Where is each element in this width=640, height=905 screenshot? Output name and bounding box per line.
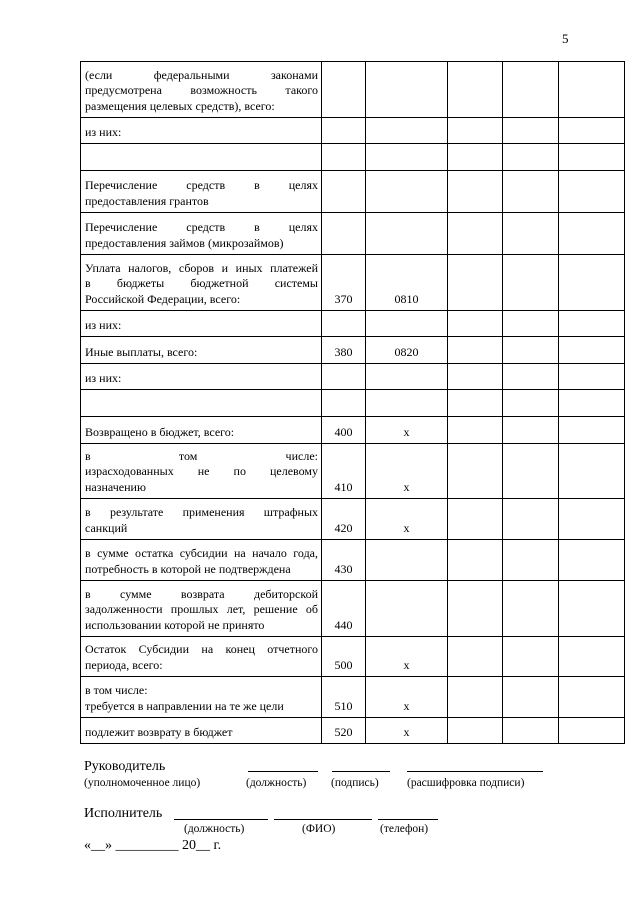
value-cell[interactable] [503, 718, 559, 744]
value-cell[interactable] [448, 444, 503, 499]
value-cell[interactable] [503, 311, 559, 337]
row-description [81, 255, 322, 311]
table-row [81, 118, 625, 144]
row-description [81, 581, 322, 637]
row-kbk [366, 62, 448, 118]
row-kbk [366, 213, 448, 255]
row-kbk: x [366, 637, 448, 677]
row-description [81, 364, 322, 390]
row-description [81, 499, 322, 540]
value-cell[interactable] [559, 677, 625, 718]
row-description [81, 677, 322, 718]
description-line: предусмотрена возможность такого [85, 83, 318, 97]
value-cell[interactable] [559, 540, 625, 581]
row-code [322, 364, 366, 390]
value-cell[interactable] [448, 118, 503, 144]
value-cell[interactable] [503, 337, 559, 364]
description-line: санкций [85, 520, 128, 535]
row-description [81, 718, 322, 744]
row-description [81, 62, 322, 118]
row-kbk [366, 540, 448, 581]
row-kbk [366, 118, 448, 144]
value-cell[interactable] [503, 213, 559, 255]
executor-label: Исполнитель [84, 806, 163, 821]
description-line: из них: [85, 124, 122, 139]
row-description [81, 390, 322, 417]
value-cell[interactable] [559, 581, 625, 637]
row-code: 420 [322, 499, 366, 540]
value-cell[interactable] [448, 390, 503, 417]
description-line: в том числе: [85, 683, 148, 697]
description-line: назначению [85, 479, 146, 494]
description-line: из них: [85, 317, 122, 332]
value-cell[interactable] [448, 718, 503, 744]
value-cell[interactable] [448, 581, 503, 637]
description-line: Остаток Субсидии на конец отчетного [85, 642, 318, 656]
table-row [81, 581, 625, 637]
value-cell[interactable] [448, 311, 503, 337]
value-cell[interactable] [559, 417, 625, 444]
exec-name-label: (ФИО) [302, 823, 336, 835]
row-kbk: x [366, 677, 448, 718]
row-code: 370 [322, 255, 366, 311]
description-line: подлежит возврату в бюджет [85, 724, 233, 739]
signature-label: (подпись) [331, 777, 379, 789]
description-line: Перечисление средств в целях [85, 178, 318, 192]
value-cell[interactable] [448, 499, 503, 540]
description-line: Иные выплаты, всего: [85, 344, 198, 359]
value-cell[interactable] [448, 417, 503, 444]
value-cell[interactable] [559, 390, 625, 417]
signature-line[interactable] [332, 771, 390, 772]
table-row [81, 390, 625, 417]
row-kbk [366, 311, 448, 337]
table-row [81, 499, 625, 540]
description-line [85, 398, 318, 414]
value-cell[interactable] [503, 118, 559, 144]
value-cell[interactable] [448, 637, 503, 677]
description-line: задолженности прошлых лет, решение об [85, 602, 318, 616]
table-row [81, 637, 625, 677]
page-number: 5 [562, 31, 569, 46]
row-description [81, 213, 322, 255]
value-cell[interactable] [503, 255, 559, 311]
value-cell[interactable] [559, 718, 625, 744]
row-description [81, 417, 322, 444]
row-kbk: x [366, 417, 448, 444]
description-line: из них: [85, 370, 122, 385]
row-description [81, 540, 322, 581]
description-line: размещения целевых средств), всего: [85, 98, 275, 113]
value-cell[interactable] [559, 62, 625, 118]
report-table [80, 61, 625, 744]
description-line: Перечисление средств в целях [85, 220, 318, 234]
description-line: в бюджеты бюджетной системы [85, 276, 318, 290]
row-code [322, 213, 366, 255]
row-description [81, 311, 322, 337]
table-row [81, 171, 625, 213]
head-label: Руководитель [84, 759, 166, 774]
table-row [81, 255, 625, 311]
description-line: требуется в направлении на те же цели [85, 698, 284, 713]
table-row [81, 417, 625, 444]
row-description [81, 444, 322, 499]
decoding-label: (расшифровка подписи) [407, 777, 525, 789]
value-cell[interactable] [559, 118, 625, 144]
exec-position-line[interactable] [174, 819, 268, 820]
description-line: Российской Федерации, всего: [85, 291, 241, 306]
row-description [81, 637, 322, 677]
exec-phone-label: (телефон) [380, 823, 429, 835]
value-cell[interactable] [559, 255, 625, 311]
table-row [81, 62, 625, 118]
row-kbk: x [366, 718, 448, 744]
value-cell[interactable] [448, 255, 503, 311]
description-line: периода, всего: [85, 657, 163, 672]
value-cell[interactable] [559, 144, 625, 171]
value-cell[interactable] [448, 62, 503, 118]
row-kbk: x [366, 444, 448, 499]
row-code: 500 [322, 637, 366, 677]
value-cell[interactable] [448, 337, 503, 364]
value-cell[interactable] [503, 499, 559, 540]
exec-phone-line[interactable] [378, 819, 438, 820]
value-cell[interactable] [503, 581, 559, 637]
table-row [81, 540, 625, 581]
table-row [81, 311, 625, 337]
value-cell[interactable] [503, 444, 559, 499]
value-cell[interactable] [559, 364, 625, 390]
description-line: Уплата налогов, сборов и иных платежей [85, 260, 318, 275]
row-kbk: 0820 [366, 337, 448, 364]
row-code [322, 171, 366, 213]
value-cell[interactable] [559, 444, 625, 499]
value-cell[interactable] [503, 171, 559, 213]
row-code [322, 311, 366, 337]
exec-position-label: (должность) [184, 823, 245, 835]
row-description [81, 337, 322, 364]
description-line: в сумме остатка субсидии на начало года, [85, 546, 318, 560]
row-code [322, 390, 366, 417]
value-cell[interactable] [503, 364, 559, 390]
value-cell[interactable] [559, 213, 625, 255]
exec-name-line[interactable] [274, 819, 372, 820]
row-code [322, 144, 366, 171]
value-cell[interactable] [559, 499, 625, 540]
description-line: потребность в которой не подтверждена [85, 561, 291, 576]
row-code [322, 118, 366, 144]
value-cell[interactable] [448, 213, 503, 255]
table-row [81, 677, 625, 718]
value-cell[interactable] [503, 637, 559, 677]
table-row [81, 144, 625, 171]
description-line: предоставления займов (микрозаймов) [85, 235, 284, 250]
description-line: (если федеральными законами [85, 67, 318, 82]
description-line: в результате применения штрафных [85, 505, 318, 519]
value-cell[interactable] [503, 390, 559, 417]
row-code: 430 [322, 540, 366, 581]
row-code [322, 62, 366, 118]
row-kbk [366, 390, 448, 417]
description-line: в том числе: [85, 448, 318, 463]
row-kbk [366, 144, 448, 171]
position-label: (должность) [246, 777, 307, 789]
row-kbk [366, 171, 448, 213]
description-line: предоставления грантов [85, 193, 209, 208]
description-line: израсходованных не по целевому [85, 464, 318, 478]
value-cell[interactable] [503, 540, 559, 581]
value-cell[interactable] [448, 677, 503, 718]
description-line: в сумме возврата дебиторской [85, 586, 318, 601]
row-kbk: x [366, 499, 448, 540]
value-cell[interactable] [503, 417, 559, 444]
row-kbk [366, 364, 448, 390]
value-cell[interactable] [448, 171, 503, 213]
table-row [81, 213, 625, 255]
row-code: 520 [322, 718, 366, 744]
description-line [85, 152, 318, 168]
value-cell[interactable] [559, 637, 625, 677]
row-description [81, 171, 322, 213]
value-cell[interactable] [503, 677, 559, 718]
value-cell[interactable] [559, 311, 625, 337]
row-code: 380 [322, 337, 366, 364]
table-row [81, 718, 625, 744]
head-sub-label: (уполномоченное лицо) [84, 777, 201, 789]
description-line: Возвращено в бюджет, всего: [85, 424, 235, 439]
row-kbk [366, 581, 448, 637]
description-line: использовании которой не принято [85, 617, 265, 632]
value-cell[interactable] [503, 144, 559, 171]
value-cell[interactable] [448, 540, 503, 581]
value-cell[interactable] [448, 364, 503, 390]
row-code: 400 [322, 417, 366, 444]
table-row [81, 444, 625, 499]
position-line[interactable] [248, 771, 318, 772]
table-row [81, 364, 625, 390]
value-cell[interactable] [448, 144, 503, 171]
row-description [81, 118, 322, 144]
row-code: 410 [322, 444, 366, 499]
value-cell[interactable] [559, 171, 625, 213]
value-cell[interactable] [559, 337, 625, 364]
row-description [81, 144, 322, 171]
date-line[interactable]: «__» _________ 20__ г. [84, 838, 222, 853]
row-code: 440 [322, 581, 366, 637]
value-cell[interactable] [503, 62, 559, 118]
table-row [81, 337, 625, 364]
row-kbk: 0810 [366, 255, 448, 311]
row-code: 510 [322, 677, 366, 718]
decoding-line[interactable] [407, 771, 543, 772]
